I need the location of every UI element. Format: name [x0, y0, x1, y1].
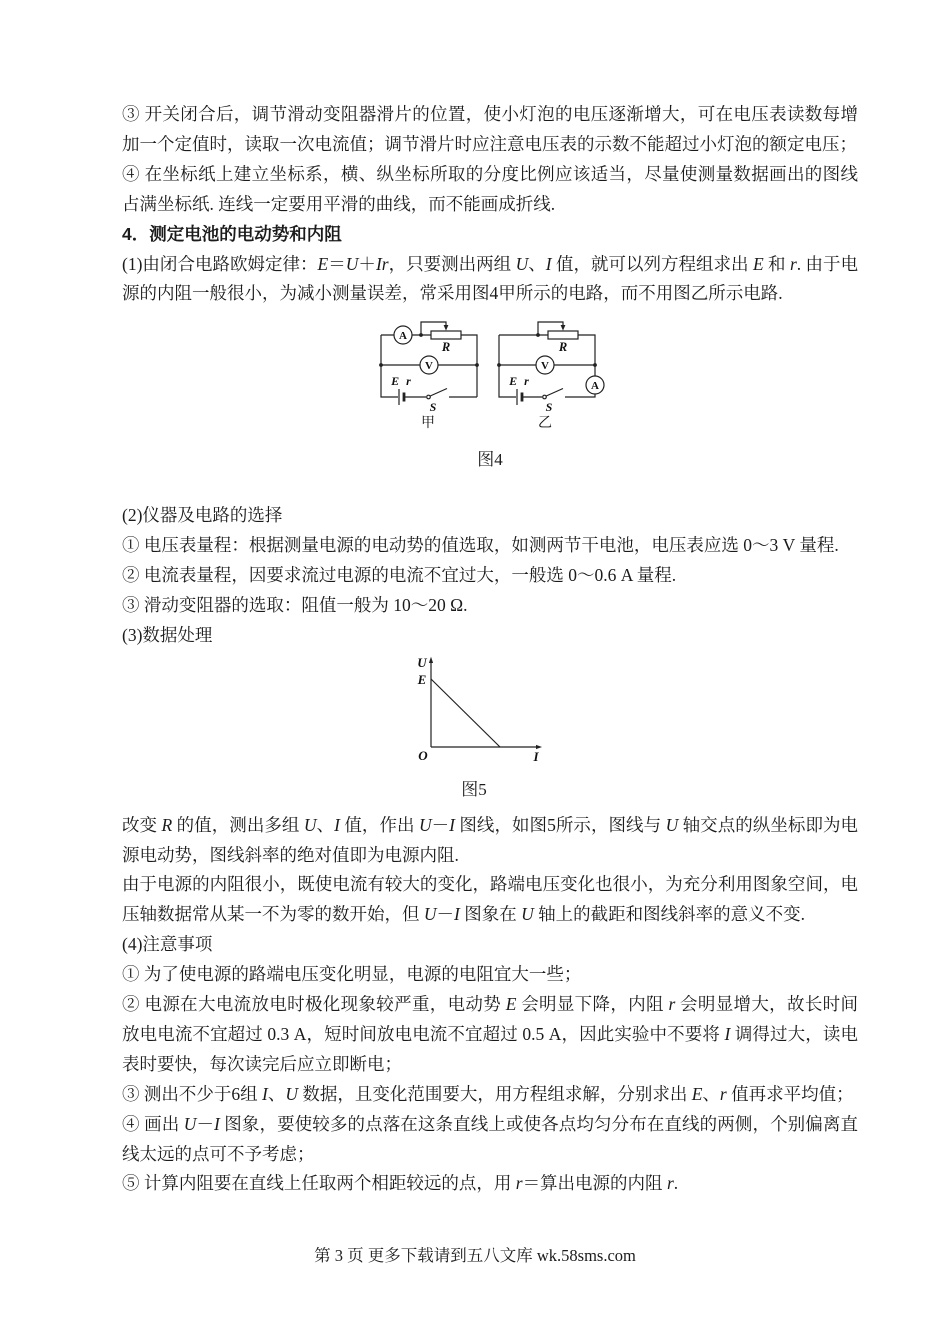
text-run: ⑤ 计算内阻要在直线上任取两个相距较远的点，用 — [122, 1173, 516, 1194]
text-run: 图象在 — [459, 904, 522, 925]
svg-text:V: V — [425, 360, 433, 373]
paragraph — [122, 531, 858, 561]
text-run: 值，就可以列方程组求出 — [551, 253, 753, 274]
figure-5-caption: 图5 — [461, 779, 487, 799]
figure-4-caption: 图4 — [477, 450, 503, 470]
paragraph — [122, 501, 858, 531]
rheostat-yi — [548, 331, 578, 339]
paragraph — [122, 990, 858, 1080]
figure-5 — [122, 651, 858, 805]
y-axis-arrow-icon — [429, 657, 433, 663]
text-run: 、 — [528, 253, 546, 274]
rheostat-jia — [431, 331, 461, 339]
paragraph — [122, 561, 858, 591]
text-run: ① 为了使电源的路端电压变化明显，电源的电阻宜大一些； — [122, 964, 582, 985]
svg-text:E r: E r — [391, 374, 413, 389]
switch-pivot — [543, 396, 547, 400]
text-run: ③ 测出不少于6组 — [122, 1083, 262, 1104]
text-run: 调得过大，读电表时要快，每次读完后应立即断电； — [122, 1023, 858, 1074]
text-run: (1)由闭合电路欧姆定律： — [122, 253, 318, 274]
text-run: 值，作出 — [339, 814, 419, 835]
svg-text:甲: 甲 — [421, 416, 435, 432]
text-run: 改变 — [122, 814, 162, 835]
paragraph — [122, 100, 858, 160]
text-run: 、 — [267, 1083, 286, 1104]
text-run: (4)注意事项 — [122, 934, 213, 955]
variable: U — [345, 253, 359, 274]
svg-text:R: R — [441, 340, 451, 355]
variable: r — [666, 1173, 674, 1194]
variable: r — [789, 253, 797, 274]
text-run: 会明显下降，内阻 — [516, 994, 669, 1015]
text-run: 数据，且变化范围要大，用方程组求解，分别求出 — [297, 1083, 692, 1104]
variable: I — [454, 904, 460, 925]
paragraph — [122, 621, 858, 651]
text-run: . — [673, 1173, 679, 1194]
svg-text:I: I — [533, 748, 539, 764]
text-run: ＋ — [358, 253, 376, 274]
text-run: ③ 滑动变阻器的选取：阻值一般为 10～20 Ω. — [122, 594, 468, 615]
variable: E — [317, 253, 329, 274]
page-footer: 第 3 页 更多下载请到五八文库 wk.58sms.com — [314, 1246, 636, 1265]
text-run: 会明显增大，故长时间放电电流不宜超过 0.3 A，短时间放电电流不宜超过 0.5 A，因此实验中不要将 — [122, 994, 858, 1044]
variable: I — [262, 1083, 268, 1104]
text-run: 和 — [763, 253, 790, 274]
text-run: 值再求平均值； — [726, 1083, 854, 1104]
text-run: 图象，要使较多的点落在这条直线上或使各点均匀分布在直线的两侧，个别偏离直线太远的点可不予考虑； — [122, 1113, 859, 1164]
variable: I — [545, 253, 552, 274]
svg-text:R: R — [558, 340, 568, 355]
paragraph — [122, 870, 858, 930]
text-run: (2)仪器及电路的选择 — [122, 505, 283, 526]
svg-text:E: E — [417, 671, 427, 687]
ui-graph — [399, 651, 549, 763]
text-run: 的值，测出多组 — [172, 814, 304, 835]
text-run: 轴交点的纵坐标即为电源电动势，图线斜率的绝对值即为电源内阻. — [122, 814, 859, 865]
svg-text:A: A — [591, 380, 599, 393]
svg-text:乙: 乙 — [538, 416, 552, 432]
text-run: ＝算出电源的内阻 — [522, 1173, 667, 1194]
svg-text:E r: E r — [509, 374, 531, 389]
variable: I — [334, 814, 340, 835]
variable: U — [521, 904, 534, 925]
variable: R — [161, 814, 173, 835]
text-run: ，只要测出两组 — [388, 253, 516, 274]
variable: r — [719, 1083, 727, 1104]
paragraph — [122, 811, 858, 871]
switch-lever — [546, 389, 563, 397]
svg-text:A: A — [399, 330, 407, 343]
svg-text:O: O — [418, 747, 428, 763]
paragraph — [122, 960, 858, 990]
variable: U — [285, 1083, 298, 1104]
figure-4 — [122, 317, 858, 473]
text-run: 4．测定电池的电动势和内阻 — [122, 223, 342, 244]
text-run: － — [196, 1113, 214, 1134]
document-body — [122, 100, 858, 1199]
variable: U — [423, 904, 437, 925]
variable: I — [449, 814, 455, 835]
text-run: 图线，如图5所示，图线与 — [454, 814, 666, 835]
paragraph — [122, 160, 858, 220]
paragraph — [122, 1080, 858, 1110]
svg-text:S: S — [429, 400, 437, 415]
switch-pivot — [427, 396, 431, 400]
variable: r — [515, 1173, 523, 1194]
text-run: ① 电压表量程：根据测量电源的电动势的值选取，如测两节干电池，电压表应选 0～3 V 量程. — [122, 535, 839, 556]
svg-text:V: V — [541, 360, 549, 373]
variable: U — [665, 814, 679, 835]
text-run: . 由于电源的内阻一般很小，为减小测量误差，常采用图4甲所示的电路，而不用图乙所示电路. — [122, 253, 859, 304]
variable: U — [303, 814, 317, 835]
svg-text:S: S — [545, 400, 553, 415]
text-run: ② 电源在大电流放电时极化现象较严重，电动势 — [122, 994, 506, 1015]
text-run: ＝ — [328, 253, 346, 274]
variable: E — [691, 1083, 703, 1104]
variable: Ir — [375, 253, 389, 274]
slider-arrow-icon — [444, 325, 449, 331]
text-run: － — [436, 904, 455, 925]
paragraph — [122, 250, 858, 310]
paragraph — [122, 1110, 858, 1170]
text-run: 、 — [316, 814, 335, 835]
circuit-yi — [497, 322, 604, 431]
variable: E — [752, 253, 764, 274]
paragraph — [122, 930, 858, 960]
text-run: 由于电源的内阻很小，既使电流有较大的变化，路端电压变化也很小，为充分利用图象空间，电压轴数据常从某一不为零的数开始，但 — [122, 874, 858, 925]
text-run: (3)数据处理 — [122, 624, 213, 645]
paragraph — [122, 591, 858, 621]
text-run: 、 — [702, 1083, 720, 1104]
circuit-diagram — [373, 317, 607, 433]
ui-line — [431, 679, 500, 747]
text-run: ② 电流表量程，因要求流过电源的电流不宜过大，一般选 0～0.6 A 量程. — [122, 565, 677, 586]
text-run: ④ 在坐标纸上建立坐标系，横、纵坐标所取的分度比例应该适当，尽量使测量数据画出的图线占满坐标纸. 连线一定要用平滑的曲线，而不能画成折线. — [122, 163, 858, 214]
variable: E — [505, 994, 517, 1015]
text-run: ④ 画出 — [122, 1113, 184, 1134]
text-run: 轴上的截距和图线斜率的意义不变. — [533, 904, 805, 925]
paragraph — [122, 1169, 858, 1199]
variable: r — [668, 994, 676, 1015]
section-heading — [122, 220, 858, 250]
circuit-jia — [379, 322, 479, 431]
svg-text:U: U — [417, 654, 427, 670]
variable: U — [515, 253, 529, 274]
text-run: ③ 开关闭合后，调节滑动变阻器滑片的位置，使小灯泡的电压逐渐增大，可在电压表读数每增加一个定值时，读取一次电流值；调节滑片时应注意电压表的示数不能超过小灯泡的额定电压； — [122, 104, 858, 154]
switch-lever — [430, 389, 447, 397]
text-run: － — [431, 814, 450, 835]
variable: I — [213, 1113, 220, 1134]
slider-arrow-icon — [561, 325, 566, 331]
variable: U — [418, 814, 432, 835]
variable: U — [183, 1113, 197, 1134]
variable: I — [724, 1023, 731, 1044]
